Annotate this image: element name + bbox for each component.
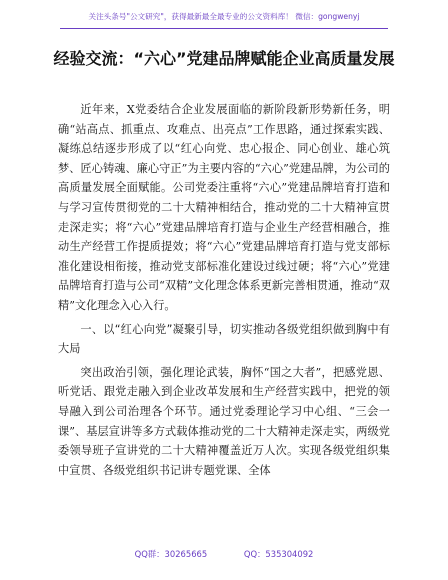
footer-contact xyxy=(0,548,448,560)
document-title: 经验交流：“六心”党建品牌赋能企业高质量发展 xyxy=(53,49,395,68)
footer-qq-group: QQ群：30265665 xyxy=(134,549,208,559)
body-paragraph: 突出政治引领，强化理论武装，胸怀“国之大者”，把感党恩、听党话、跟党走融入到企业改革发展和生产经营实践中，把党的领导融入到公司治理各个环节。通过党委理论学习中心组、“三会一课”、基层宣讲等多方式载体推动党的二十大精神走深走实，两级党委领导班子宣讲党的二十大精神覆盖近万人次。实现各级党组织集中宣贯、各级党组织书记讲专题党课、全体 xyxy=(58,365,390,477)
header-banner: 关注头条号"公文研究"，获得最新最全最专业的公文资料库！ 微信：gongwenyj xyxy=(88,12,360,21)
section-heading: 一、以“红心向党”凝聚引导，切实推动各级党组织做到胸中有大局 xyxy=(58,322,390,356)
document-body xyxy=(58,100,390,480)
body-paragraph: 近年来，X党委结合企业发展面临的新阶段新形势新任务，明确“站高点、抓重点、攻难点、出亮点”工作思路，通过探索实践、凝练总结逐步形成了以“红心向党、忠心报企、同心创业、雄心筑梦、匠心铸魂、廉心守正”为主要内容的“六心”党建品牌，为公司的高质量发展全面赋能。公司党委注重将“六心”党建品牌培育打造和与学习宣传贯彻党的二十大精神相结合，推动党的二十大精神宣贯走深走实；将“六心”党建品牌培育打造与企业生产经营相融合，推动生产经营工作提质提效；将“六心”党建品牌培育打造与党支部标准化建设相衔接，推动党支部标准化建设过线过硬；将“六心”党建品牌培育打造与公司“双精”文化理念体系更新完善相贯通，推动“双精”文化理念入心入行。 xyxy=(58,103,390,312)
footer-qq: QQ：535304092 xyxy=(243,549,314,559)
header-divider xyxy=(60,28,388,29)
